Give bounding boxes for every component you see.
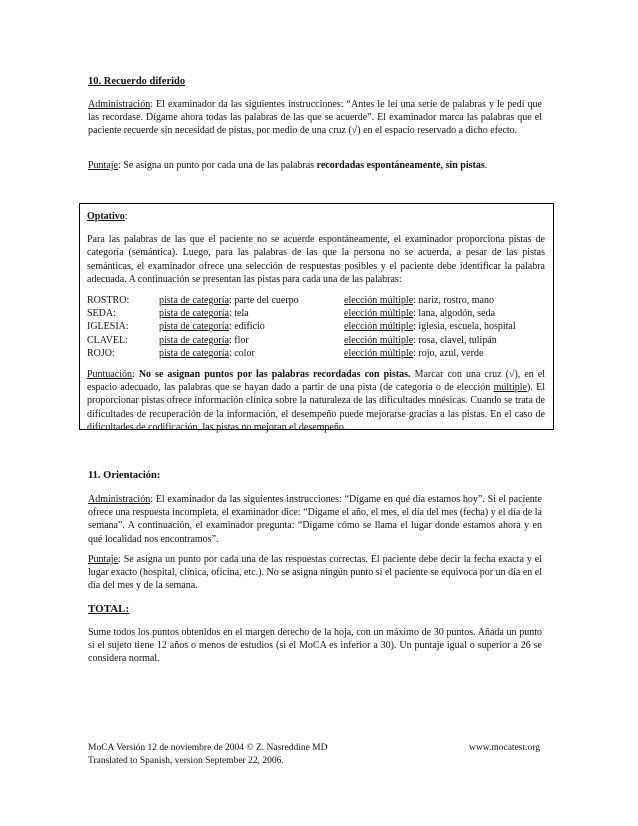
score-label: Puntaje	[88, 160, 118, 171]
total-text: Sume todos los puntos obtenidos en el margen derecho de la hoja, con un máximo de 30 puntos. Añada un punto si el sujeto tiene 12 años o menos de estudios (si el MoCA es inferior a 30). Un puntaje igual o superior a 26 se considera normal.	[88, 627, 542, 665]
cue-word: ROJO:	[87, 347, 115, 359]
total-title: TOTAL:	[88, 603, 130, 615]
cue-multiple-choice: elección múltiple: rojo, azul, verde	[344, 347, 484, 359]
optional-box	[79, 203, 554, 433]
footer	[88, 742, 540, 768]
optional-intro: Para las palabras de las que el paciente no se acuerde espontáneamente, el examinador proporciona pistas de categoría (semántica). Luego, para las palabras de las que la persona no se acuerda, a pesar de las pistas semánticas, el examinador ofrece una selección de respuestas posibles y el paciente debe identificar la palabra adecuada. A continuación se presentan las pistas para cada una de las palabras:	[87, 234, 545, 285]
section-10-score: Puntaje: Se asigna un punto por cada una de las palabras recordadas espontáneamente, sin pistas.	[88, 160, 488, 171]
cue-category: pista de categoría: parte del cuerpo	[159, 295, 299, 307]
score-label: Puntaje	[88, 554, 118, 565]
cue-word: SEDA:	[87, 308, 116, 320]
footer-row	[88, 742, 540, 755]
cue-row	[87, 347, 545, 360]
section-10-title: 10. Recuerdo diferido	[88, 76, 186, 87]
cue-category: pista de categoría: flor	[159, 334, 249, 346]
cue-multiple-choice: elección múltiple: iglesia, escuela, hospital	[344, 321, 516, 333]
admin-label: Administración	[88, 494, 151, 505]
cue-word: CLAVEL:	[87, 334, 128, 346]
admin-label: Administración	[88, 99, 151, 110]
section-11-administration: Administración: El examinador da las siguientes instrucciones: “Dígame en qué día estamos hoy”. Si el paciente ofrece una respuesta incompleta, el examinador dice: “Dígame el año, el mes, el día del mes (fecha) y el día de la semana”. A continuación, el examinador pregunta: “Dígame cómo se llama el lugar donde estamos ahora y en qué localidad nos encontramos”.	[88, 494, 542, 545]
footer-website[interactable]: www.mocatest.org	[469, 743, 540, 753]
section-11-title: 11. Orientación:	[88, 470, 161, 481]
cue-row	[87, 320, 545, 333]
section-11-score: Puntaje: Se asigna un punto por cada una de las respuestas correctas. El paciente debe decir la fecha exacta y el lugar exacto (hospital, clínica, oficina, etc.). No se asigna ningún punto si el paciente se equivoca por un día en el día del mes y de la semana.	[88, 554, 543, 592]
cue-word: IGLESIA:	[87, 321, 129, 333]
optional-title: Optativo:	[87, 211, 128, 222]
cue-row	[87, 294, 545, 307]
section-10-administration: Administración: El examinador da las siguientes instrucciones: “Antes le leí una serie de palabras y le pedí que las recordase. Dígame ahora todas las palabras de las que se acuerde”. El examinador marca las palabras que el paciente recuerde sin necesidad de pistas, por medio de una cruz (√) en el espacio reservado a dicho efecto.	[88, 99, 542, 137]
cue-multiple-choice: elección múltiple: lana, algodón, seda	[344, 308, 496, 320]
cue-category: pista de categoría: tela	[159, 308, 249, 320]
footer-translation: Translated to Spanish, version September 22, 2006.	[88, 756, 284, 766]
cue-row	[87, 307, 545, 320]
cue-category: pista de categoría: edificio	[159, 321, 265, 333]
cue-word: ROSTRO:	[87, 295, 130, 307]
cue-multiple-choice: elección múltiple: rosa, clavel, tulipán	[344, 334, 497, 346]
cue-list	[87, 294, 545, 360]
cue-category: pista de categoría: color	[159, 347, 255, 359]
cue-multiple-choice: elección múltiple: nariz, rostro, mano	[344, 295, 494, 307]
cue-row	[87, 334, 545, 347]
optional-scoring: Puntuación: No se asignan puntos por las palabras recordadas con pistas. Marcar con una cruz (√), en el espacio adecuado, las palabras que se hayan dado a partir de una pista (de categoría o de elección múltiple). El proporcionar pistas ofrece información clínica sobre la naturaleza de las dificultades mnésicas. Cuando se trata de dificultades de recuperación de la información, el desempeño puede mejorarse gracias a las pistas. En el caso de dificultades de codificación, las pistas no mejoran el desempeño.	[87, 369, 546, 433]
footer-version: MoCA Versión 12 de noviembre de 2004 © Z. Nasreddine MD	[88, 743, 328, 753]
